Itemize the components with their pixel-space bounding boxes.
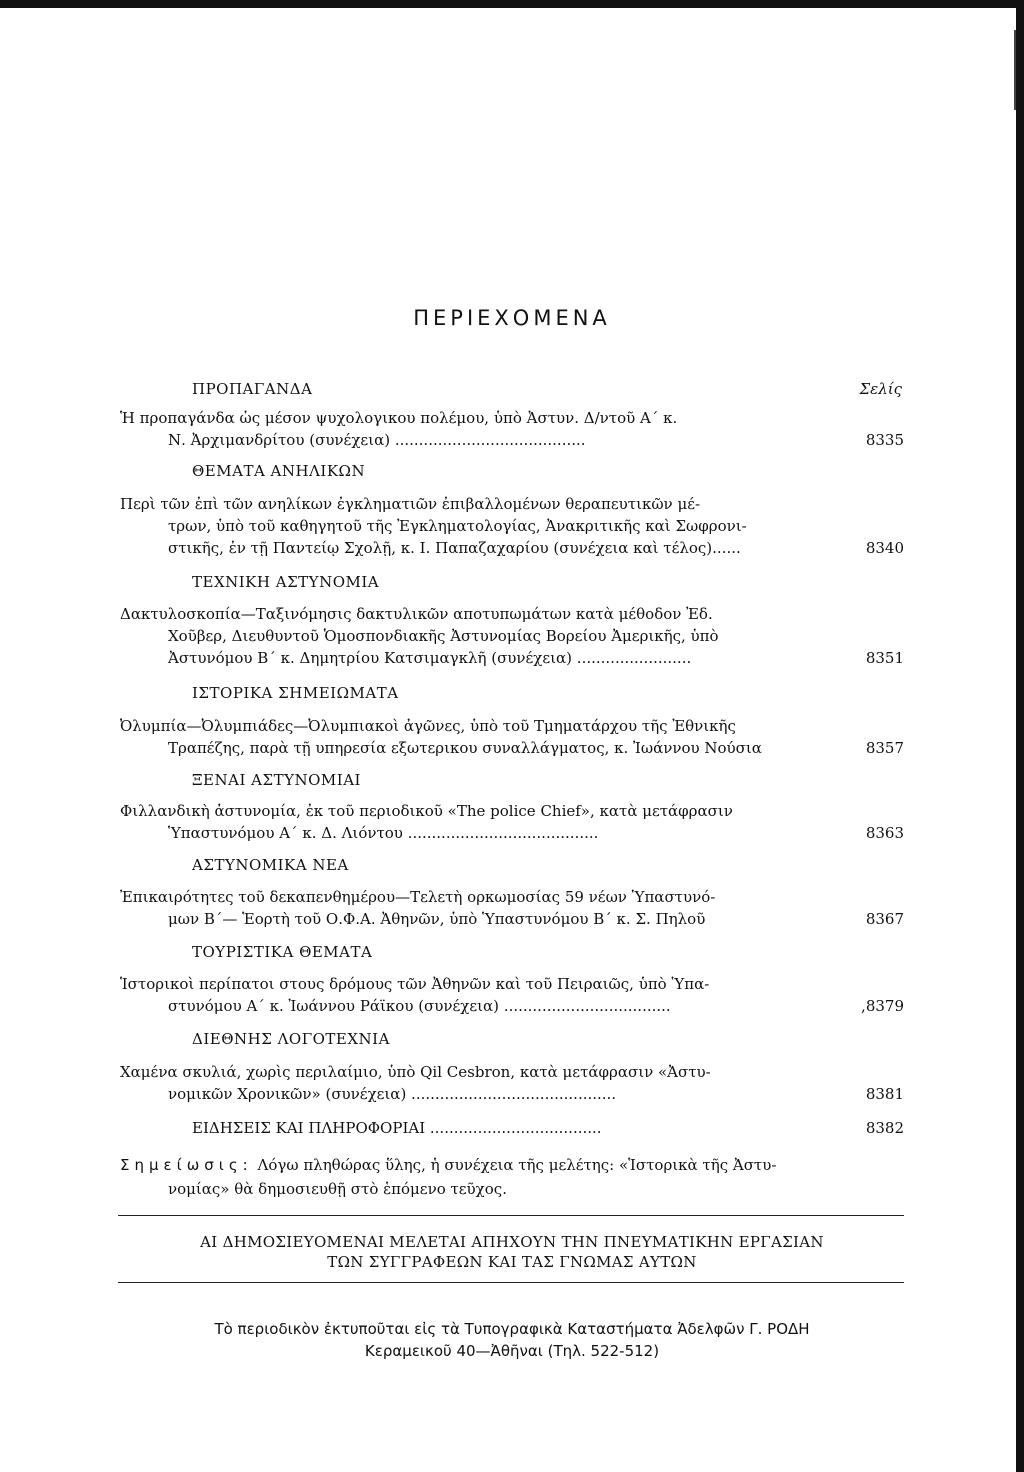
entry-line: Τραπέζης, παρὰ τῇ υπηρεσία εξωτερικου συναλλάγματος, κ. Ἰωάννου Νούσια: [168, 739, 762, 757]
section-heading: ΕΙΔΗΣΕΙΣ ΚΑΙ ΠΛΗΡΟΦΟΡΙΑΙ ....................................: [192, 1119, 602, 1137]
entry-page-number: 8357: [865, 739, 904, 757]
toc-entry: [120, 973, 904, 1017]
note-line: νομίας» θὰ δημοσιευθῇ στὸ ἑπόμενο τεῦχος.: [168, 1180, 507, 1198]
section-heading-propaganda: ΠΡΟΠΑΓΑΝΔΑ: [192, 380, 313, 398]
entry-page-number: 8363: [865, 824, 904, 842]
section-heading: ΘΕΜΑΤΑ ΑΝΗΛΙΚΩΝ: [192, 462, 366, 480]
entry-line: Δακτυλοσκοπία—Ταξινόμησις δακτυλικῶν αποτυπωμάτων κατὰ μέθοδον Ἐδ.: [120, 605, 713, 623]
entry-line: Φιλλανδικὴ ἀστυνομία, ἐκ τοῦ περιοδικοῦ «The police Chief», κατὰ μετάφρασιν: [120, 802, 733, 820]
entry-line: στυνόμου Α΄ κ. Ἰωάννου Ράϊκου (συνέχεια) ...................................: [168, 997, 671, 1015]
entry-page-number: 8367: [865, 910, 904, 928]
entry-line: νομικῶν Χρονικῶν» (συνέχεια) ...........................................: [168, 1085, 617, 1103]
toc-entry: [120, 715, 904, 759]
note: [120, 1153, 904, 1201]
toc-entry: [120, 886, 904, 930]
section-heading: ΤΟΥΡΙΣΤΙΚΑ ΘΕΜΑΤΑ: [192, 943, 373, 961]
entry-line: Ἱστορικοὶ περίπατοι στους δρόμους τῶν Ἀθηνῶν καὶ τοῦ Πειραιῶς, ὑπὸ Ὑπα-: [120, 975, 710, 993]
scan-border-top: [0, 0, 1024, 8]
entry-line: στικῆς, ἐν τῇ Παντείῳ Σχολῇ, κ. Ι. Παπαζαχαρίου (συνέχεια καὶ τέλος)......: [168, 539, 741, 557]
disclaimer-line: ΑΙ ΔΗΜΟΣΙΕΥΟΜΕΝΑΙ ΜΕΛΕΤΑΙ ΑΠΗΧΟΥΝ ΤΗΝ ΠΝΕΥΜΑΤΙΚΗΝ ΕΡΓΑΣΙΑΝ: [200, 1233, 824, 1251]
page-column-label: Σελίς: [859, 380, 902, 398]
printer-line: Τὸ περιοδικὸν ἐκτυποῦται εἰς τὰ Τυπογραφικὰ Καταστήματα Ἀδελφῶν Γ. ΡΟΔΗ: [214, 1320, 810, 1338]
toc-entry: [120, 800, 904, 844]
section-heading: ΔΙΕΘΝΗΣ ΛΟΓΟΤΕΧΝΙΑ: [192, 1030, 390, 1048]
entry-line: Ἡ προπαγάνδα ὡς μέσον ψυχολογικου πολέμου, ὑπὸ Ἀστυν. Δ/ντοῦ Α΄ κ.: [120, 409, 678, 427]
entry-line: Ἀστυνόμου Β΄ κ. Δημητρίου Κατσιμαγκλῆ (συνέχεια) ........................: [168, 649, 692, 667]
entry-page-number: ,8379: [861, 997, 904, 1015]
section-heading: ΞΕΝΑΙ ΑΣΤΥΝΟΜΙΑΙ: [192, 771, 361, 789]
entry-line: Ν. Ἀρχιμανδρίτου (συνέχεια) ........................................: [168, 431, 586, 449]
entry-line: Χοῦβερ, Διευθυντοῦ Ὁμοσπονδιακῆς Ἀστυνομίας Βορείου Ἀμερικῆς, ὑπὸ: [168, 627, 719, 645]
entry-page-number: 8340: [865, 539, 904, 557]
toc-entry: [120, 407, 904, 451]
divider: [118, 1215, 904, 1216]
section-heading: ΤΕΧΝΙΚΗ ΑΣΤΥΝΟΜΙΑ: [192, 573, 380, 591]
entry-page-number: 8382: [865, 1119, 904, 1137]
entry-line: Ἐπικαιρότητες τοῦ δεκαπενθημέρου—Τελετὴ ορκωμοσίας 59 νέων Ὑπαστυνό-: [120, 888, 716, 906]
toc-entry: [120, 493, 904, 559]
entry-line: Περὶ τῶν ἐπὶ τῶν ανηλίκων ἐγκληματιῶν ἐπιβαλλομένων θεραπευτικῶν μέ-: [120, 495, 701, 513]
toc-entry: [120, 1117, 904, 1139]
divider: [118, 1282, 904, 1283]
printer-line: Κεραμεικοῦ 40—Ἀθῆναι (Τηλ. 522-512): [364, 1342, 660, 1360]
entry-line: τρων, ὑπὸ τοῦ καθηγητοῦ τῆς Ἐγκληματολογίας, Ἀνακριτικῆς καὶ Σωφρονι-: [168, 517, 747, 535]
entry-line: Ὀλυμπία—Ὀλυμπιάδες—Ὀλυμπιακοὶ ἀγῶνες, ὑπὸ τοῦ Τμηματάρχου τῆς Ἐθνικῆς: [120, 717, 736, 735]
section-heading: ΙΣΤΟΡΙΚΑ ΣΗΜΕΙΩΜΑΤΑ: [192, 684, 399, 702]
entry-line: Ὑπαστυνόμου Α΄ κ. Δ. Λιόντου ........................................: [168, 824, 599, 842]
entry-page-number: 8335: [865, 431, 904, 449]
note-label: Σημείωσις:: [120, 1156, 253, 1174]
entry-page-number: 8351: [865, 649, 904, 667]
toc-entry: [120, 1061, 904, 1105]
page-title: ΠΕΡΙΕΧΟΜΕΝΑ: [413, 306, 611, 330]
note-line: Λόγω πληθώρας ὕλης, ἡ συνέχεια τῆς μελέτης: «Ἱστορικὰ τῆς Ἀστυ-: [257, 1156, 777, 1174]
section-heading: ΑΣΤΥΝΟΜΙΚΑ ΝΕΑ: [192, 856, 349, 874]
entry-line: μων Β΄— Ἑορτὴ τοῦ Ο.Φ.Α. Ἀθηνῶν, ὑπὸ Ὑπαστυνόμου Β΄ κ. Σ. Πηλοῦ: [168, 910, 706, 928]
entry-page-number: 8381: [865, 1085, 904, 1103]
disclaimer: [0, 1232, 1024, 1272]
contents-header: [192, 380, 902, 398]
disclaimer-line: ΤΩΝ ΣΥΓΓΡΑΦΕΩΝ ΚΑΙ ΤΑΣ ΓΝΩΜΑΣ ΑΥΤΩΝ: [327, 1253, 697, 1271]
toc-entry: [120, 603, 904, 669]
scan-artifact: [1014, 30, 1016, 110]
entry-line: Χαμένα σκυλιά, χωρὶς περιλαίμιο, ὑπὸ Qil Cesbron, κατὰ μετάφρασιν «Ἀστυ-: [120, 1063, 711, 1081]
printer-info: [0, 1318, 1024, 1362]
